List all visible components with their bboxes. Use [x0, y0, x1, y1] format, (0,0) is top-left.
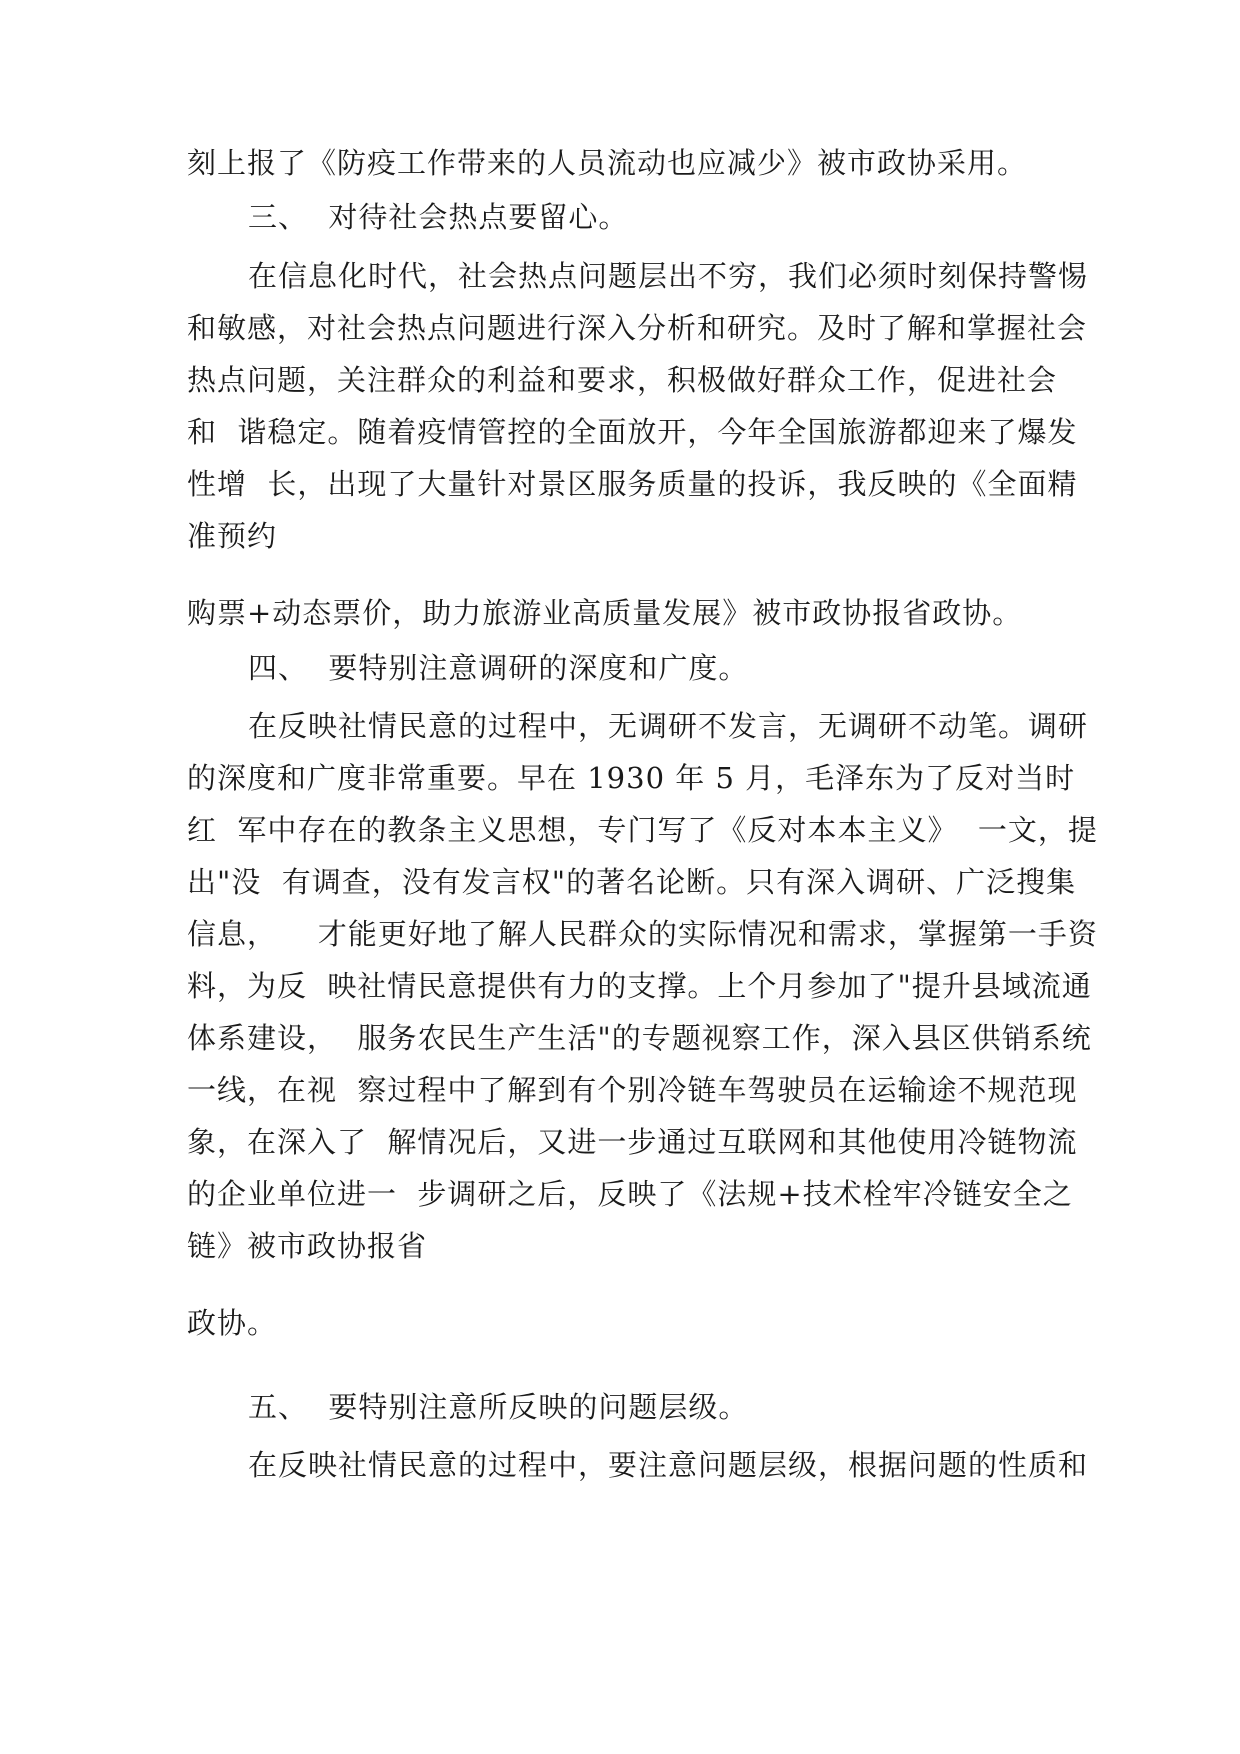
- text-line: 热点问题，关注群众的利益和要求，积极做好群众工作，促进社会: [187, 363, 1058, 397]
- text-line: 料，为反 映社情民意提供有力的支撑。上个月参加了"提升县域流通: [187, 969, 1092, 1003]
- text-line: 政协。: [187, 1306, 278, 1340]
- section-heading: 三、 对待社会热点要留心。: [248, 200, 629, 234]
- section-heading: 五、 要特别注意所反映的问题层级。: [248, 1390, 749, 1424]
- text-line: 和 谐稳定。随着疫情管控的全面放开，今年全国旅游都迎来了爆发: [187, 415, 1078, 449]
- text-line: 链》被市政协报省: [187, 1229, 428, 1263]
- text-line: 的企业单位进一 步调研之后，反映了《法规+技术栓牢冷链安全之: [187, 1177, 1073, 1211]
- text-line: 购票+动态票价，助力旅游业高质量发展》被市政协报省政协。: [187, 596, 1023, 630]
- text-line: 准预约: [187, 519, 278, 553]
- text-line: 的深度和广度非常重要。早在 1930 年 5 月，毛泽东为了反对当时: [187, 761, 1076, 795]
- text-line: 和敏感，对社会热点问题进行深入分析和研究。及时了解和掌握社会: [187, 311, 1088, 345]
- text-line: 性增 长，出现了大量针对景区服务质量的投诉，我反映的《全面精: [187, 467, 1078, 501]
- text-line: 在反映社情民意的过程中，要注意问题层级，根据问题的性质和: [248, 1448, 1089, 1482]
- text-line: 刻上报了《防疫工作带来的人员流动也应减少》被市政协采用。: [187, 146, 1028, 180]
- text-line: 出"没 有调查，没有发言权"的著名论断。只有深入调研、广泛搜集: [187, 865, 1077, 899]
- text-line: 信息， 才能更好地了解人民群众的实际情况和需求，掌握第一手资: [187, 917, 1098, 951]
- text-line: 象，在深入了 解情况后，又进一步通过互联网和其他使用冷链物流: [187, 1125, 1078, 1159]
- text-line: 一线，在视 察过程中了解到有个别冷链车驾驶员在运输途不规范现: [187, 1073, 1078, 1107]
- text-line: 红 军中存在的教条主义思想，专门写了《反对本本主义》 一文，提: [187, 813, 1098, 847]
- text-line: 在反映社情民意的过程中，无调研不发言，无调研不动笔。调研: [248, 709, 1089, 743]
- section-heading: 四、 要特别注意调研的深度和广度。: [248, 651, 749, 685]
- text-line: 体系建设， 服务农民生产生活"的专题视察工作，深入县区供销系统: [187, 1021, 1092, 1055]
- text-line: 在信息化时代，社会热点问题层出不穷，我们必须时刻保持警惕: [248, 259, 1089, 293]
